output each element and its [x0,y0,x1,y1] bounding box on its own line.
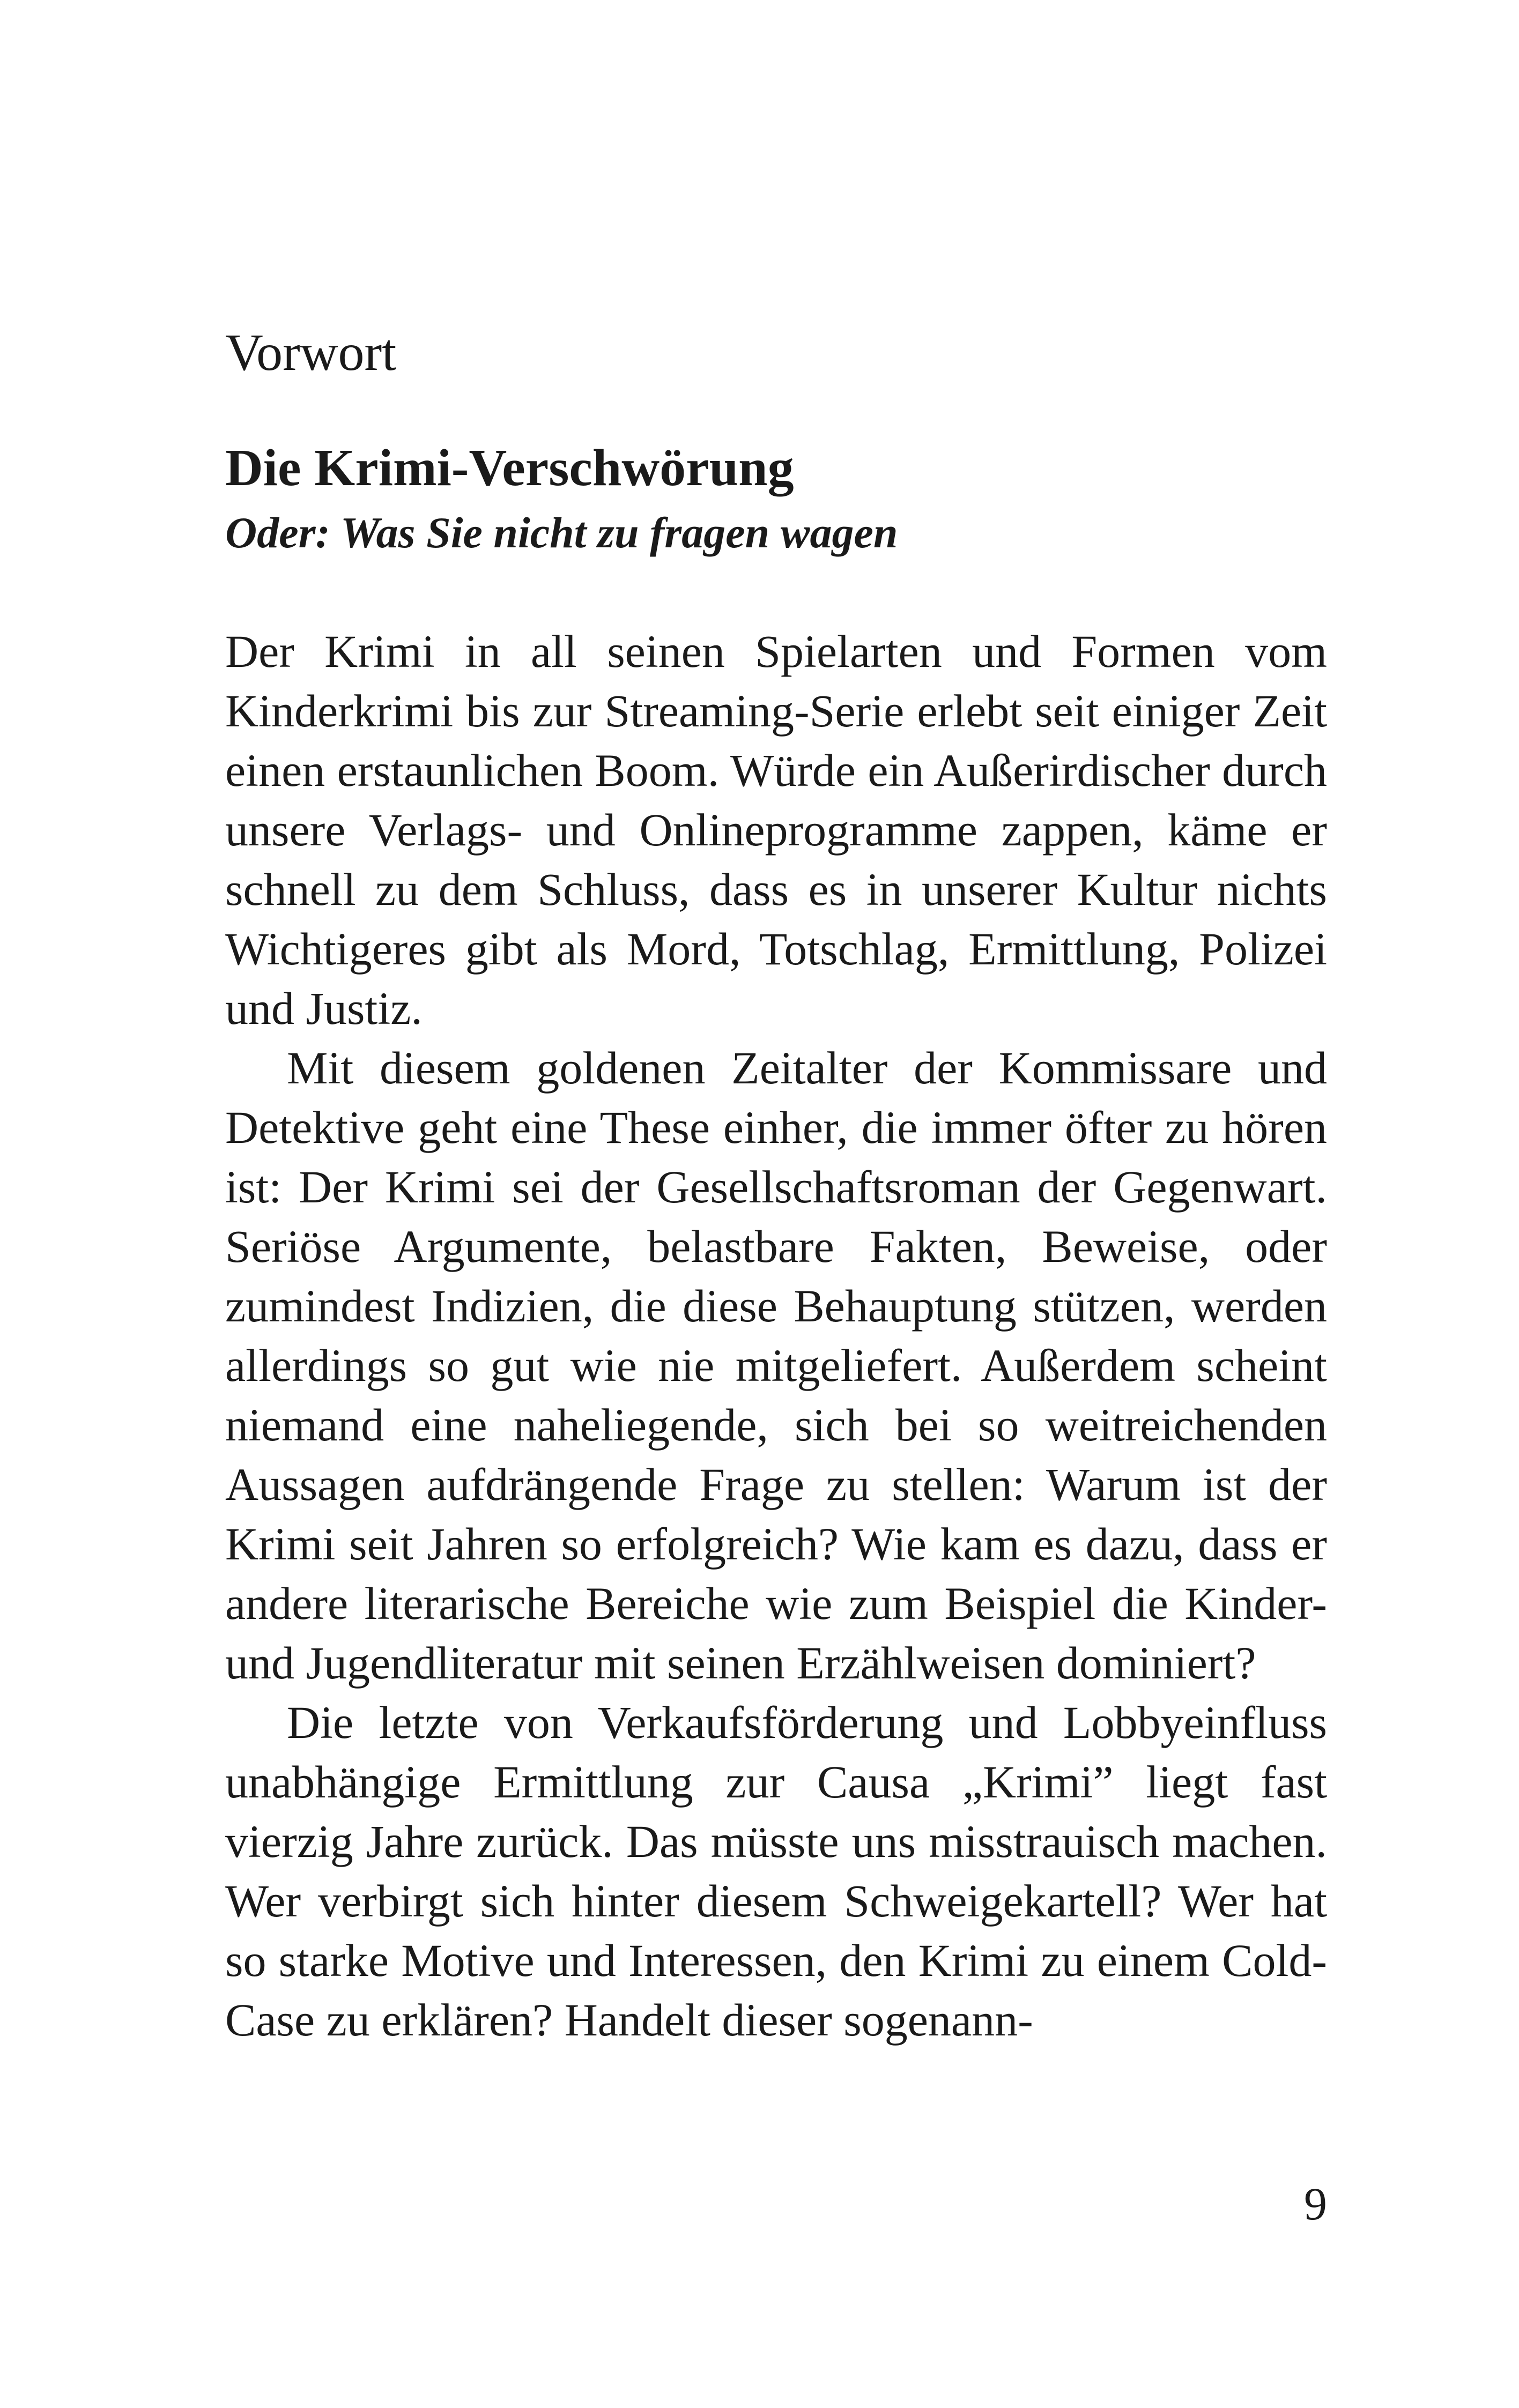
section-label: Vorwort [225,324,397,382]
body-text [225,622,1327,2050]
paragraph-3: Die letzte von Verkaufsförderung und Lobbyeinfluss unabhängige Ermittlung zur Causa „Krimi” liegt fast vierzig Jahre zurück. Das müsste uns misstrauisch machen. Wer verbirgt sich hinter diesem Schweigekartell? Wer hat so starke Motive und Interessen, den Krimi zu einem Cold-Case zu erklären? Handelt dieser sogenann- [225,1697,1327,2046]
page-number: 9 [1304,2178,1327,2229]
chapter-title: Die Krimi-Verschwörung [225,439,794,497]
paragraph-1: Der Krimi in all seinen Spielarten und Formen vom Kinderkrimi bis zur Streaming-Serie erlebt seit einiger Zeit einen erstaunlichen Boom. Würde ein Außerirdischer durch unsere Verlags- und Onlineprogramme zappen, käme er schnell zu dem Schluss, dass es in unserer Kultur nichts Wichtigeres gibt als Mord, Totschlag, Ermittlung, Polizei und Justiz. [225,626,1327,1034]
paragraph-2: Mit diesem goldenen Zeitalter der Kommissare und Detektive geht eine These einher, die immer öfter zu hören ist: Der Krimi sei der Gesellschaftsroman der Gegenwart. Seriöse Argumente, belastbare Fakten, Beweise, oder zumindest Indizien, die diese Behauptung stützen, werden allerdings so gut wie nie mitgeliefert. Außerdem scheint niemand eine naheliegende, sich bei so weitreichenden Aussagen aufdrängende Frage zu stellen: Warum ist der Krimi seit Jahren so erfolgreich? Wie kam es dazu, dass er andere literarische Bereiche wie zum Beispiel die Kinder- und Jugendliteratur mit seinen Erzählweisen dominiert? [225,1042,1327,1689]
chapter-subtitle: Oder: Was Sie nicht zu fragen wagen [225,508,898,557]
